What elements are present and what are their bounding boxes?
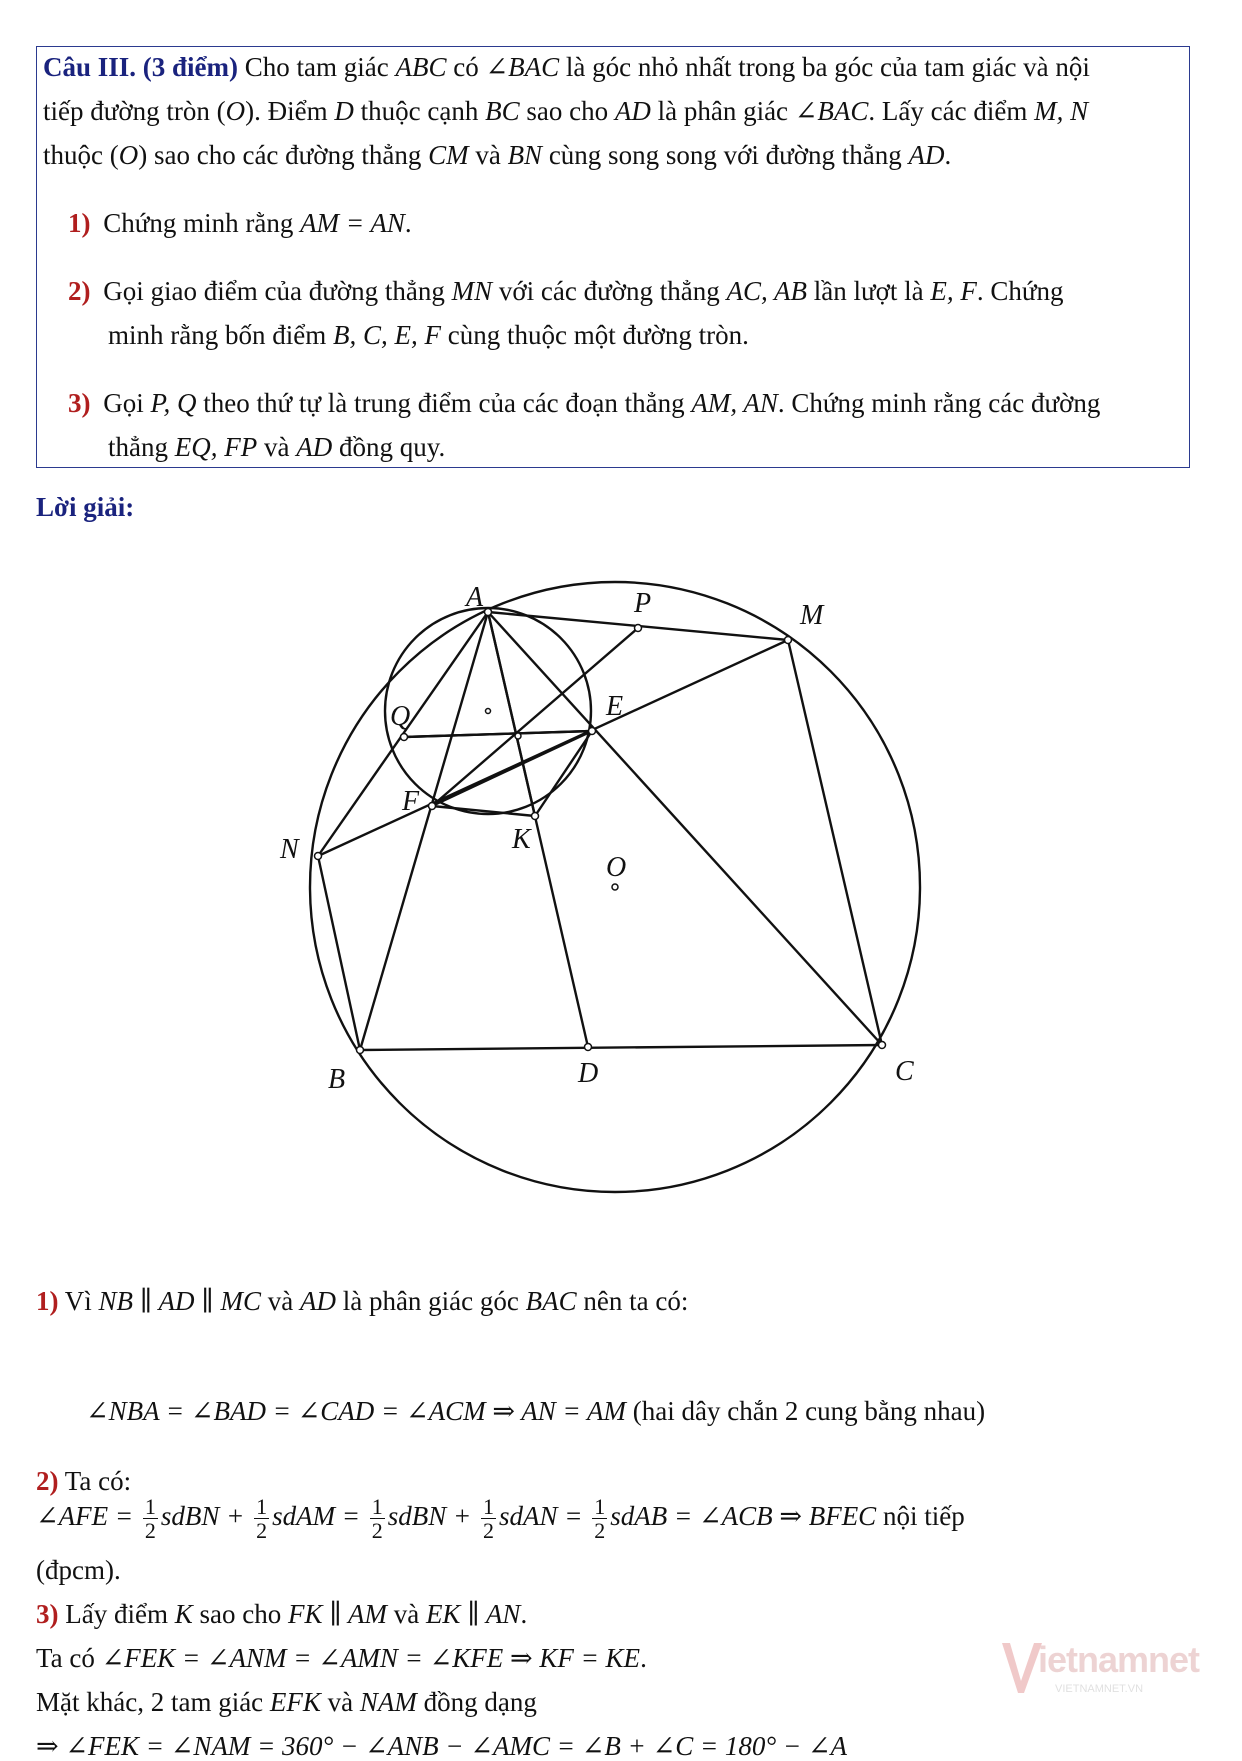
- label-f: F: [402, 786, 420, 817]
- label-a: A: [466, 582, 484, 613]
- point-f: [429, 803, 436, 810]
- point-p: [635, 625, 642, 632]
- point-d: [585, 1044, 592, 1051]
- point-e: [589, 728, 596, 735]
- math-expression: ∠BAC: [794, 96, 869, 126]
- label-d: D: [578, 1058, 599, 1089]
- problem-line-2: tiếp đường tròn (O). Điểm D thuộc cạnh BC sao cho AD là phân giác ∠BAC. Lấy các điểm M, N: [43, 96, 1089, 126]
- math-expression: O: [225, 96, 246, 126]
- math-expression: EQ, FP: [174, 432, 258, 462]
- math-expression: EFK: [269, 1687, 321, 1717]
- math-expression: NB ∥ AD ∥ MC: [98, 1286, 261, 1316]
- fraction: $\frac{1}{2}$: [483, 1494, 495, 1544]
- solution-heading: Lời giải:: [36, 492, 135, 522]
- solution-3-number: 3): [36, 1599, 59, 1629]
- math-expression: NAM: [359, 1687, 417, 1717]
- problem-title: Câu III. (3 điểm): [43, 52, 239, 82]
- math-expression: BN: [507, 140, 543, 170]
- question-3-line-2: thẳng EQ, FP và AD đồng quy.: [108, 432, 446, 462]
- solution-3-line-4: [36, 1733, 847, 1760]
- math-expression: BC: [485, 96, 520, 126]
- fraction: $\frac{1}{2}$: [144, 1494, 156, 1544]
- point-c: [879, 1042, 886, 1049]
- math-expression: AM = AN: [300, 208, 405, 238]
- math-expression: ∠FEK = ∠ANM = ∠AMN = ∠KFE ⇒ KF = KE: [101, 1643, 641, 1673]
- math-expression: sdAB = ∠ACB ⇒ BFEC: [610, 1500, 877, 1531]
- segment-ab: [360, 612, 488, 1050]
- problem-intro-1: Cho tam giác ABC có ∠BAC là góc nhỏ nhất trong ba góc của tam giác và nội: [238, 52, 1090, 82]
- math-expression: sdAM =: [272, 1500, 367, 1531]
- math-expression: ∠AFE =: [36, 1500, 140, 1531]
- math-expression: ∠NBA = ∠BAD = ∠CAD = ∠ACM ⇒ AN = AM: [86, 1396, 626, 1426]
- math-expression: AD: [296, 432, 333, 462]
- math-expression: E, F: [930, 276, 977, 306]
- math-expression: AD: [299, 1286, 336, 1316]
- solution-3: [36, 1601, 527, 1628]
- question-2-text: Gọi giao điểm của đường thẳng MN với các đường thẳng AC, AB lần lượt là E, F. Chứng: [103, 276, 1064, 306]
- point-k: [532, 813, 539, 820]
- solution-2-end: (đpcm).: [36, 1555, 121, 1585]
- segment-bc: [360, 1045, 882, 1050]
- question-3-number: 3): [68, 388, 91, 418]
- label-m: M: [800, 600, 824, 631]
- solution-1-text: Vì NB ∥ AD ∥ MC và AD là phân giác góc BAC nên ta có:: [58, 1286, 689, 1316]
- math-expression: O: [118, 140, 139, 170]
- math-expression: M, N: [1034, 96, 1089, 126]
- point-n: [315, 853, 322, 860]
- math-expression: MN: [451, 276, 493, 306]
- math-expression: D: [334, 96, 354, 126]
- math-expression: B, C, E, F: [332, 320, 441, 350]
- math-expression: FK ∥ AM: [287, 1599, 387, 1629]
- point-center-o: [612, 884, 618, 890]
- math-expression: sdAN =: [499, 1500, 590, 1531]
- math-expression: BAC: [525, 1286, 577, 1316]
- point-m: [785, 637, 792, 644]
- solution-1: [36, 1288, 688, 1315]
- segment-qe: [404, 731, 592, 737]
- math-expression: sdBN +: [160, 1500, 252, 1531]
- vietnamnet-watermark: [1000, 1637, 1200, 1707]
- label-k: K: [512, 824, 531, 855]
- point-small-center: [486, 709, 491, 714]
- math-expression: AM, AN: [691, 388, 778, 418]
- question-2-line-2: minh rằng bốn điểm B, C, E, F cùng thuộc một đường tròn.: [108, 320, 749, 350]
- segment-cm: [788, 640, 882, 1045]
- math-expression: AD: [908, 140, 945, 170]
- math-expression: ABC: [395, 52, 447, 82]
- question-2-number: 2): [68, 276, 91, 306]
- math-expression: ⇒ ∠FEK = ∠NAM = 360° − ∠ANB − ∠AMC = ∠B + ∠C = 180° − ∠A: [36, 1731, 848, 1761]
- fraction: $\frac{1}{2}$: [256, 1494, 268, 1544]
- math-expression: ∠BAC: [485, 52, 560, 82]
- point-b: [357, 1047, 364, 1054]
- math-expression: EK ∥ AN: [425, 1599, 521, 1629]
- point-q: [401, 734, 408, 741]
- solution-2: [36, 1468, 131, 1495]
- label-p: P: [634, 588, 652, 619]
- label-b: B: [328, 1064, 346, 1095]
- solution-1-equation: ∠NBA = ∠BAD = ∠CAD = ∠ACM ⇒ AN = AM (hai dây chắn 2 cung bằng nhau): [86, 1396, 986, 1426]
- point-concurrency: [515, 733, 521, 739]
- label-c: C: [895, 1056, 914, 1087]
- solution-3-text: Lấy điểm K sao cho FK ∥ AM và EK ∥ AN.: [58, 1599, 528, 1629]
- fraction: $\frac{1}{2}$: [594, 1494, 606, 1544]
- watermark-sub: VIETNAMNET.VN: [1055, 1683, 1144, 1695]
- watermark-brand: ietnamnet: [1038, 1639, 1200, 1680]
- solution-2-text: Ta có:: [58, 1466, 132, 1496]
- question-1-text: Chứng minh rằng AM = AN.: [103, 208, 412, 238]
- solution-1-number: 1): [36, 1286, 59, 1316]
- question-3-text: Gọi P, Q theo thứ tự là trung điểm của các đoạn thẳng AM, AN. Chứng minh rằng các đường: [103, 388, 1101, 418]
- solution-3-line-3: Mặt khác, 2 tam giác EFK và NAM đồng dạng: [36, 1687, 537, 1717]
- label-n: N: [280, 834, 299, 865]
- question-1-number: 1): [68, 208, 91, 238]
- math-expression: CM: [428, 140, 469, 170]
- label-o: O: [606, 852, 627, 883]
- fraction: $\frac{1}{2}$: [371, 1494, 383, 1544]
- segment-bn: [318, 856, 360, 1050]
- segment-ak: [488, 612, 535, 816]
- math-expression: AC, AB: [726, 276, 807, 306]
- math-expression: AD: [614, 96, 651, 126]
- problem-line-3: thuộc (O) sao cho các đường thẳng CM và BN cùng song song với đường thẳng AD.: [43, 140, 952, 170]
- math-expression: sdBN +: [387, 1500, 479, 1531]
- segment-ac: [488, 612, 882, 1045]
- solution-2-equation: ∠AFE = $\frac{1}{2}$ sdBN + $\frac{1}{2}$ sdAM = $\frac{1}{2}$ sdBN + $\frac{1}{2}$ sdAN = $\frac{1}{2}$ sdAB = ∠ACB ⇒ BFEC nội tiếp: [36, 1494, 965, 1544]
- label-e: E: [606, 691, 624, 722]
- point-a: [485, 609, 492, 616]
- label-q: Q: [390, 701, 411, 732]
- solution-3-line-2: Ta có ∠FEK = ∠ANM = ∠AMN = ∠KFE ⇒ KF = KE.: [36, 1643, 647, 1673]
- solution-2-number: 2): [36, 1466, 59, 1496]
- math-expression: P, Q: [150, 388, 197, 418]
- math-expression: K: [174, 1599, 193, 1629]
